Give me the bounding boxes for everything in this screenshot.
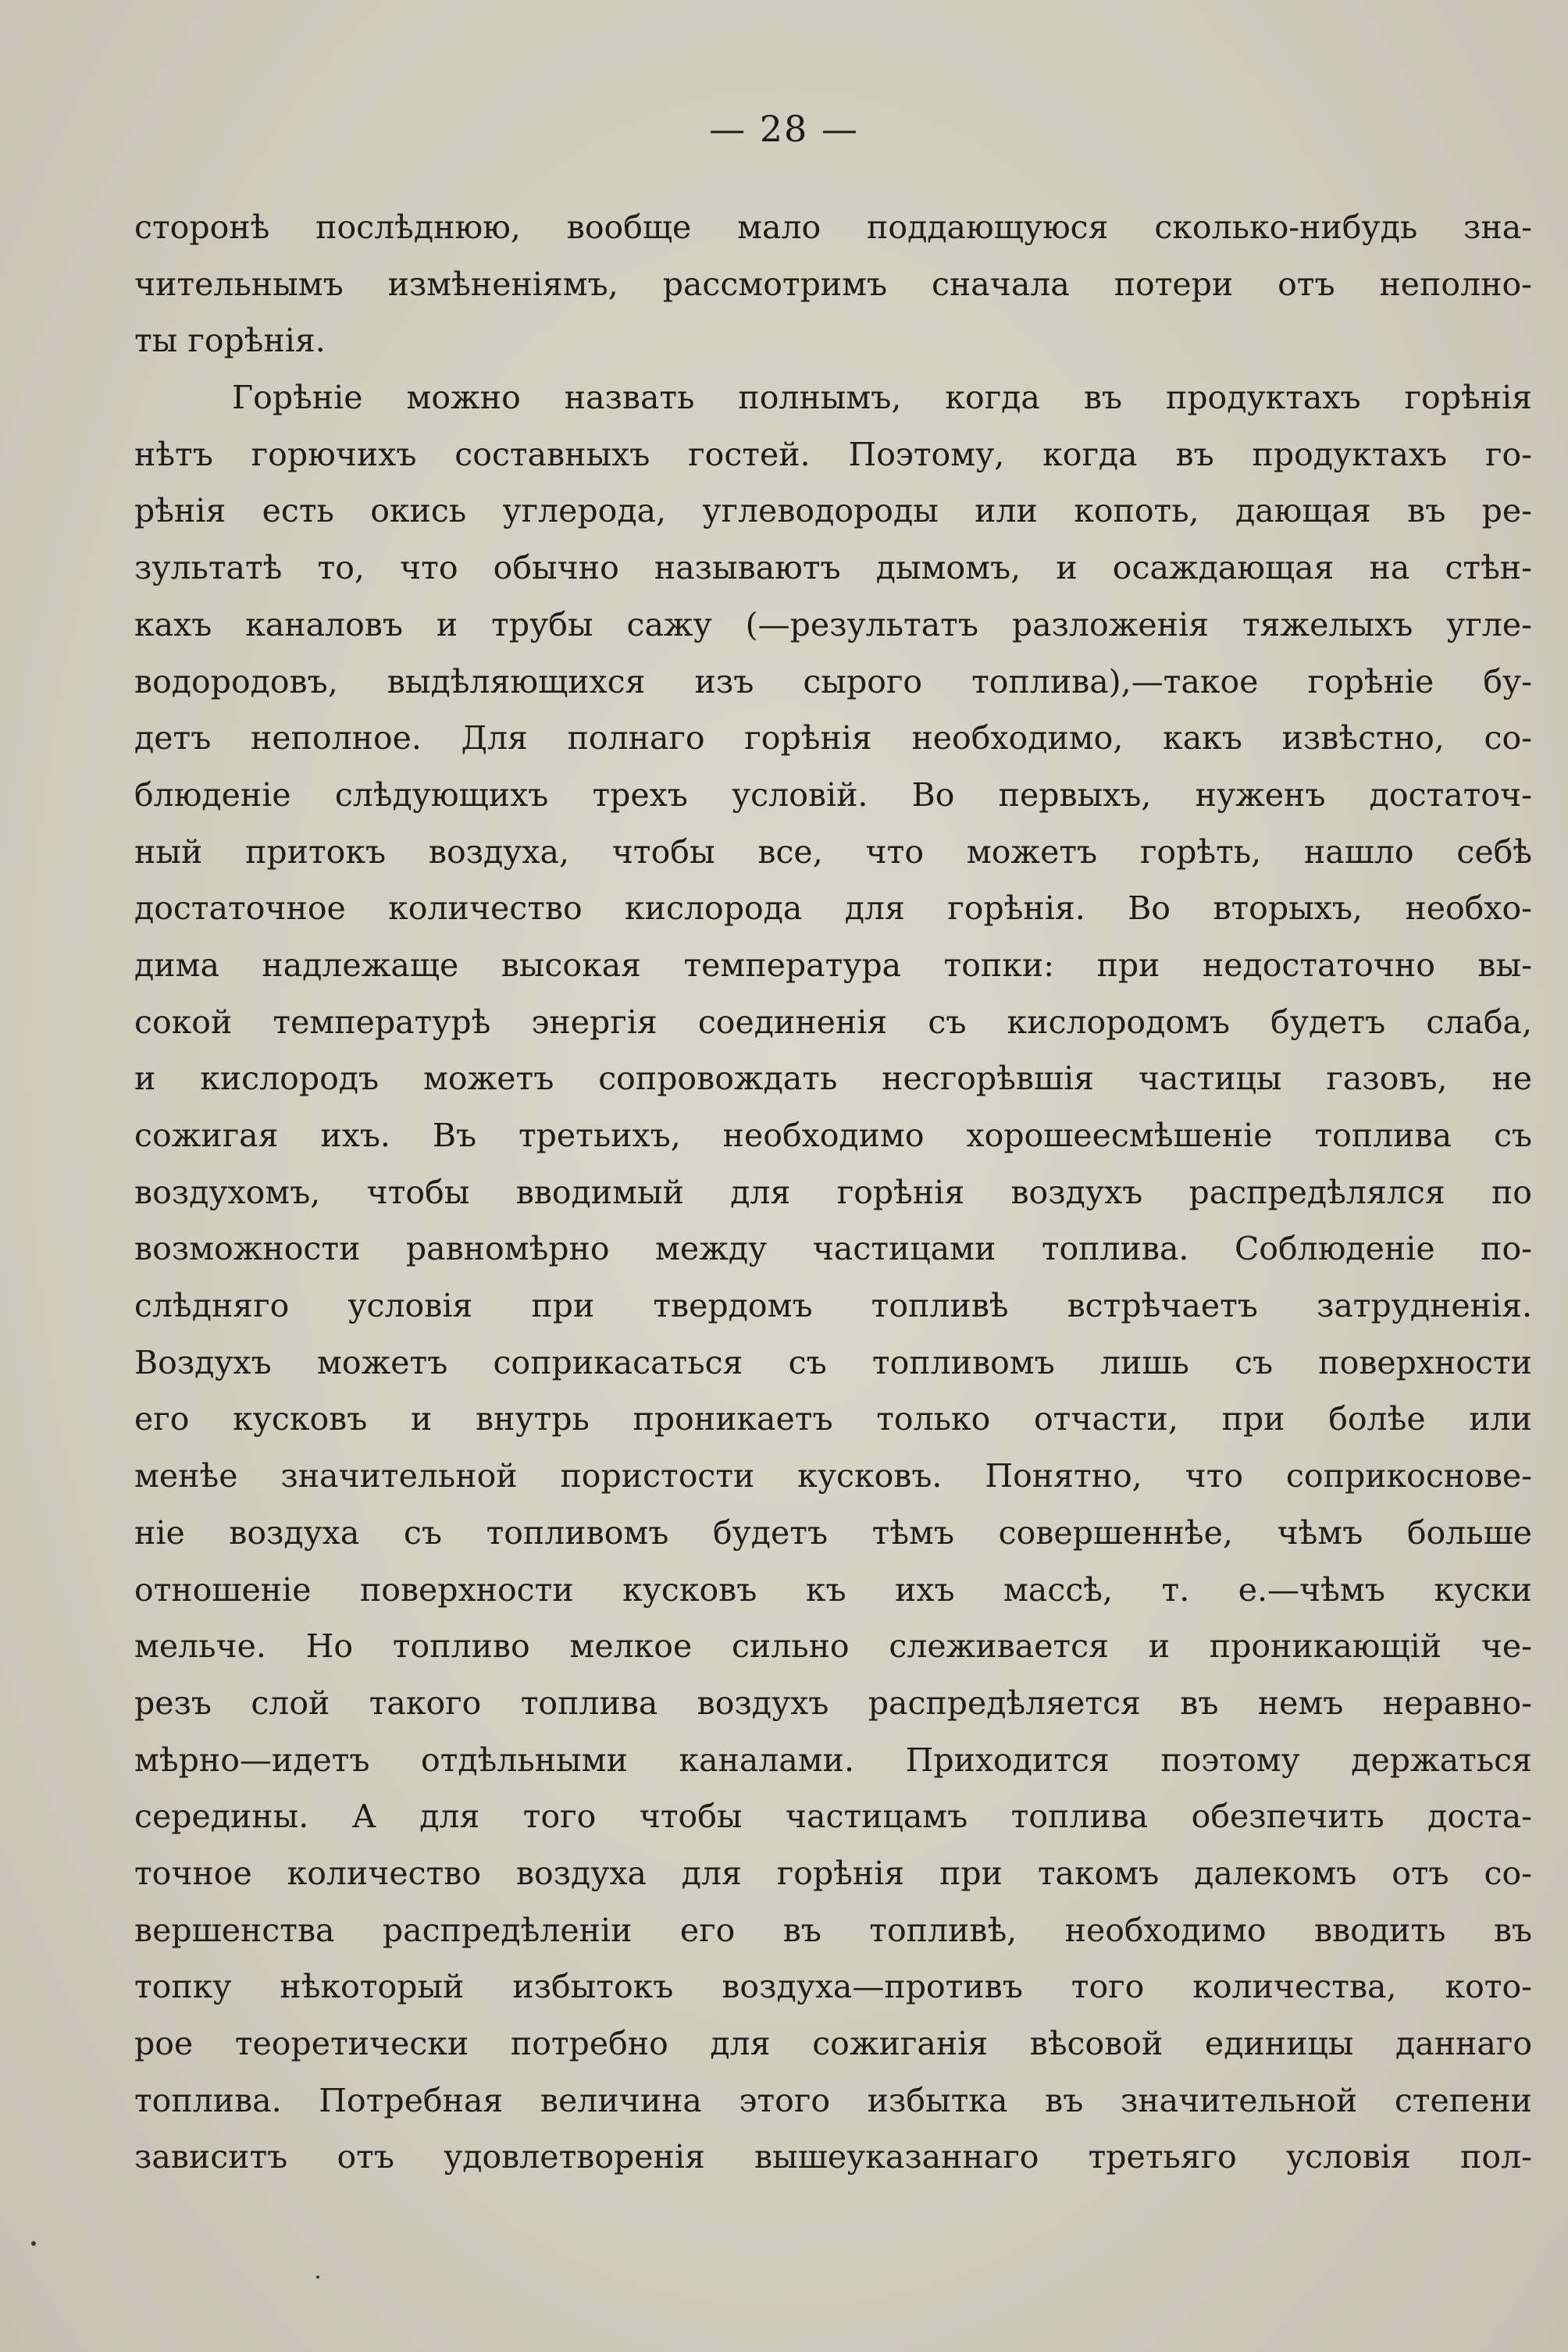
text-line: дима надлежаще высокая температура топки: при недостаточно вы- bbox=[134, 946, 1532, 984]
text-line: топлива. Потребная величина этого избытка въ значительной степени bbox=[134, 2081, 1532, 2119]
text-line: рѣнія есть окись углерода, углеводороды или копоть, дающая въ ре- bbox=[134, 492, 1532, 530]
text-line: менѣе значительной пористости кусковъ. Понятно, что соприкоснове- bbox=[134, 1457, 1532, 1495]
text-line: блюденіе слѣдующихъ трехъ условій. Во первыхъ, нуженъ достаточ- bbox=[134, 775, 1532, 814]
text-line: рое теоретически потребно для сожиганія вѣсовой единицы даннаго bbox=[134, 2025, 1532, 2062]
text-line: и кислородъ можетъ сопровождать несгорѣвшія частицы газовъ, не bbox=[134, 1060, 1532, 1098]
text-line: достаточное количество кислорода для горѣнія. Во вторыхъ, необхо- bbox=[134, 889, 1532, 928]
text-line: вершенства распредѣленіи его въ топливѣ, необходимо вводить въ bbox=[134, 1911, 1532, 1949]
text-line: зависитъ отъ удовлетворенія вышеуказаннаго третьяго условія пол- bbox=[134, 2138, 1532, 2176]
text-line: резъ слой такого топлива воздухъ распредѣляется въ немъ неравно- bbox=[134, 1684, 1532, 1722]
text-line: ный притокъ воздуха, чтобы все, что можетъ горѣть, нашло себѣ bbox=[134, 832, 1532, 871]
text-line: слѣдняго условія при твердомъ топливѣ встрѣчаетъ затрудненія. bbox=[134, 1287, 1532, 1325]
text-line: возможности равномѣрно между частицами топлива. Соблюденіе по- bbox=[134, 1230, 1532, 1268]
text-line: Воздухъ можетъ соприкасаться съ топливомъ лишь съ поверхности bbox=[134, 1343, 1532, 1381]
text-line: ніе воздуха съ топливомъ будетъ тѣмъ совершеннѣе, чѣмъ больше bbox=[134, 1513, 1532, 1552]
text-line: ты горѣнія. bbox=[134, 322, 326, 360]
text-line: середины. А для того чтобы частицамъ топлива обезпечить доста- bbox=[134, 1798, 1532, 1836]
text-line: чительнымъ измѣненіямъ, рассмотримъ сначала потери отъ неполно- bbox=[134, 265, 1532, 303]
text-line: сокой температурѣ энергія соединенія съ кислородомъ будетъ слаба, bbox=[134, 1003, 1532, 1041]
text-line: детъ неполное. Для полнаго горѣнія необходимо, какъ извѣстно, со- bbox=[134, 719, 1532, 757]
page-number: — 28 — bbox=[709, 108, 859, 150]
text-line: водородовъ, выдѣляющихся изъ сырого топлива),—такое горѣніе бу- bbox=[134, 662, 1532, 700]
print-speck bbox=[316, 2275, 319, 2279]
text-line: кахъ каналовъ и трубы сажу (—результатъ разложенія тяжелыхъ угле- bbox=[134, 605, 1532, 643]
text-line: отношеніе поверхности кусковъ къ ихъ массѣ, т. е.—чѣмъ куски bbox=[134, 1570, 1532, 1609]
text-line: нѣтъ горючихъ составныхъ гостей. Поэтому, когда въ продуктахъ го- bbox=[134, 435, 1532, 473]
text-line: Горѣніе можно назвать полнымъ, когда въ продуктахъ горѣнія bbox=[232, 379, 1532, 417]
text-line: топку нѣкоторый избытокъ воздуха—противъ того количества, кото- bbox=[134, 1968, 1532, 2006]
text-line: зультатѣ то, что обычно называютъ дымомъ, и осаждающая на стѣн- bbox=[134, 549, 1532, 587]
print-speck bbox=[31, 2241, 36, 2246]
text-line: его кусковъ и внутрь проникаетъ только отчасти, при болѣе или bbox=[134, 1400, 1532, 1438]
text-line: мельче. Но топливо мелкое сильно слеживается и проникающій че- bbox=[134, 1627, 1532, 1666]
text-line: точное количество воздуха для горѣнія при такомъ далекомъ отъ со- bbox=[134, 1854, 1532, 1892]
text-line: мѣрно—идетъ отдѣльными каналами. Приходится поэтому держаться bbox=[134, 1741, 1532, 1779]
text-line: сожигая ихъ. Въ третьихъ, необходимо хорошееcмѣшеніе топлива съ bbox=[134, 1117, 1532, 1154]
body-text bbox=[134, 199, 1532, 2186]
text-line: воздухомъ, чтобы вводимый для горѣнія воздухъ распредѣлялся по bbox=[134, 1173, 1532, 1211]
text-line: сторонѣ послѣднюю, вообще мало поддающуюся сколько-нибудь зна- bbox=[134, 208, 1532, 246]
